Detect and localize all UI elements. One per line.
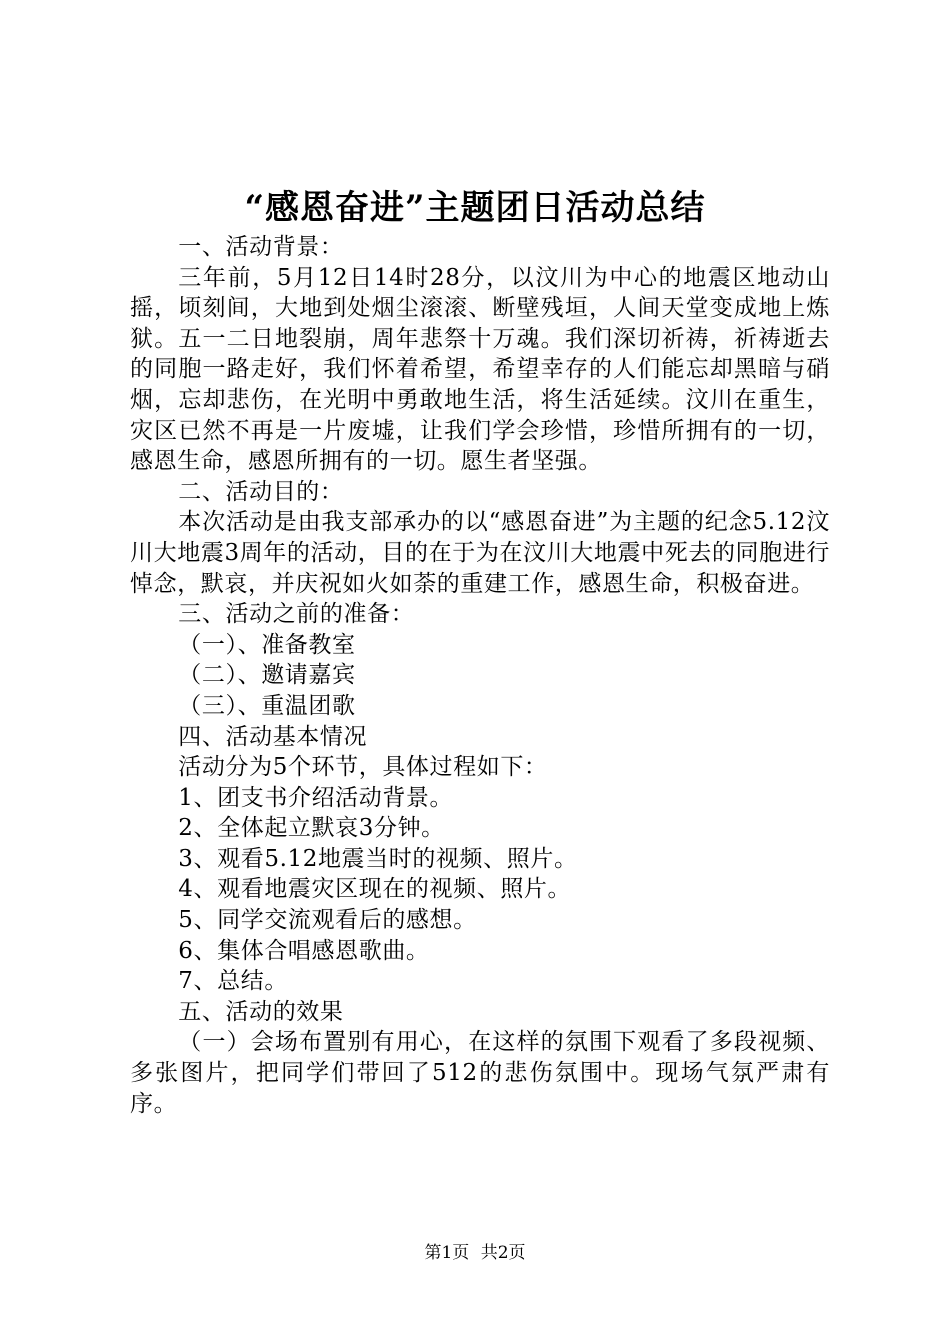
section4-heading: 四、活动基本情况	[178, 723, 368, 750]
page-footer	[0, 1241, 950, 1265]
section4-step: 7、总结。	[178, 968, 288, 995]
section1-paragraph: 三年前，5月12日14时28分，以汶川为中心的地震区地动山摇，顷刻间，大地到处烟尘滚滚、断壁残垣，人间天堂变成地上炼狱。五一二日地裂崩，周年悲祭十万魂。我们深切祈祷，祈祷逝去的同胞一路走好，我们怀着希望，希望幸存的人们能忘却黑暗与硝烟，忘却悲伤，在光明中勇敢地生活，将生活延续。汶川在重生，灾区已然不再是一片废墟，让我们学会珍惜，珍惜所拥有的一切，感恩生命，感恩所拥有的一切。愿生者坚强。	[130, 264, 830, 475]
document-body	[130, 232, 830, 1119]
section3-item: （一）、准备教室	[178, 631, 356, 658]
section4-step: 4、观看地震灾区现在的视频、照片。	[178, 876, 572, 903]
section2-paragraph: 本次活动是由我支部承办的以“感恩奋进”为主题的纪念5.12汶川大地震3周年的活动，目的在于为在汶川大地震中死去的同胞进行悼念，默哀，并庆祝如火如荼的重建工作，感恩生命，积极奋进。	[130, 509, 830, 597]
section3-heading: 三、活动之前的准备：	[178, 601, 415, 628]
section4-step: 6、集体合唱感恩歌曲。	[178, 937, 430, 964]
section4-step: 5、同学交流观看后的感想。	[178, 907, 477, 934]
section5-paragraph: （一）会场布置别有用心，在这样的氛围下观看了多段视频、多张图片，把同学们带回了512的悲伤氛围中。现场气氛严肃有序。	[130, 1029, 830, 1117]
section3-item: （三）、重温团歌	[178, 692, 356, 719]
section5-heading: 五、活动的效果	[178, 998, 344, 1025]
section4-step: 2、全体起立默哀3分钟。	[178, 815, 445, 842]
document-title: “感恩奋进”主题团日活动总结	[244, 188, 706, 228]
section4-step: 3、观看5.12地震当时的视频、照片。	[178, 845, 578, 872]
section2-heading: 二、活动目的：	[178, 478, 344, 505]
section1-heading: 一、活动背景：	[178, 234, 344, 260]
page-number-total: 共2页	[480, 1243, 526, 1263]
section3-item: （二）、邀请嘉宾	[178, 662, 356, 689]
page-number-current: 第1页	[424, 1243, 470, 1263]
section4-step: 1、团支书介绍活动背景。	[178, 784, 454, 811]
section4-intro: 活动分为5个环节，具体过程如下：	[178, 754, 548, 781]
